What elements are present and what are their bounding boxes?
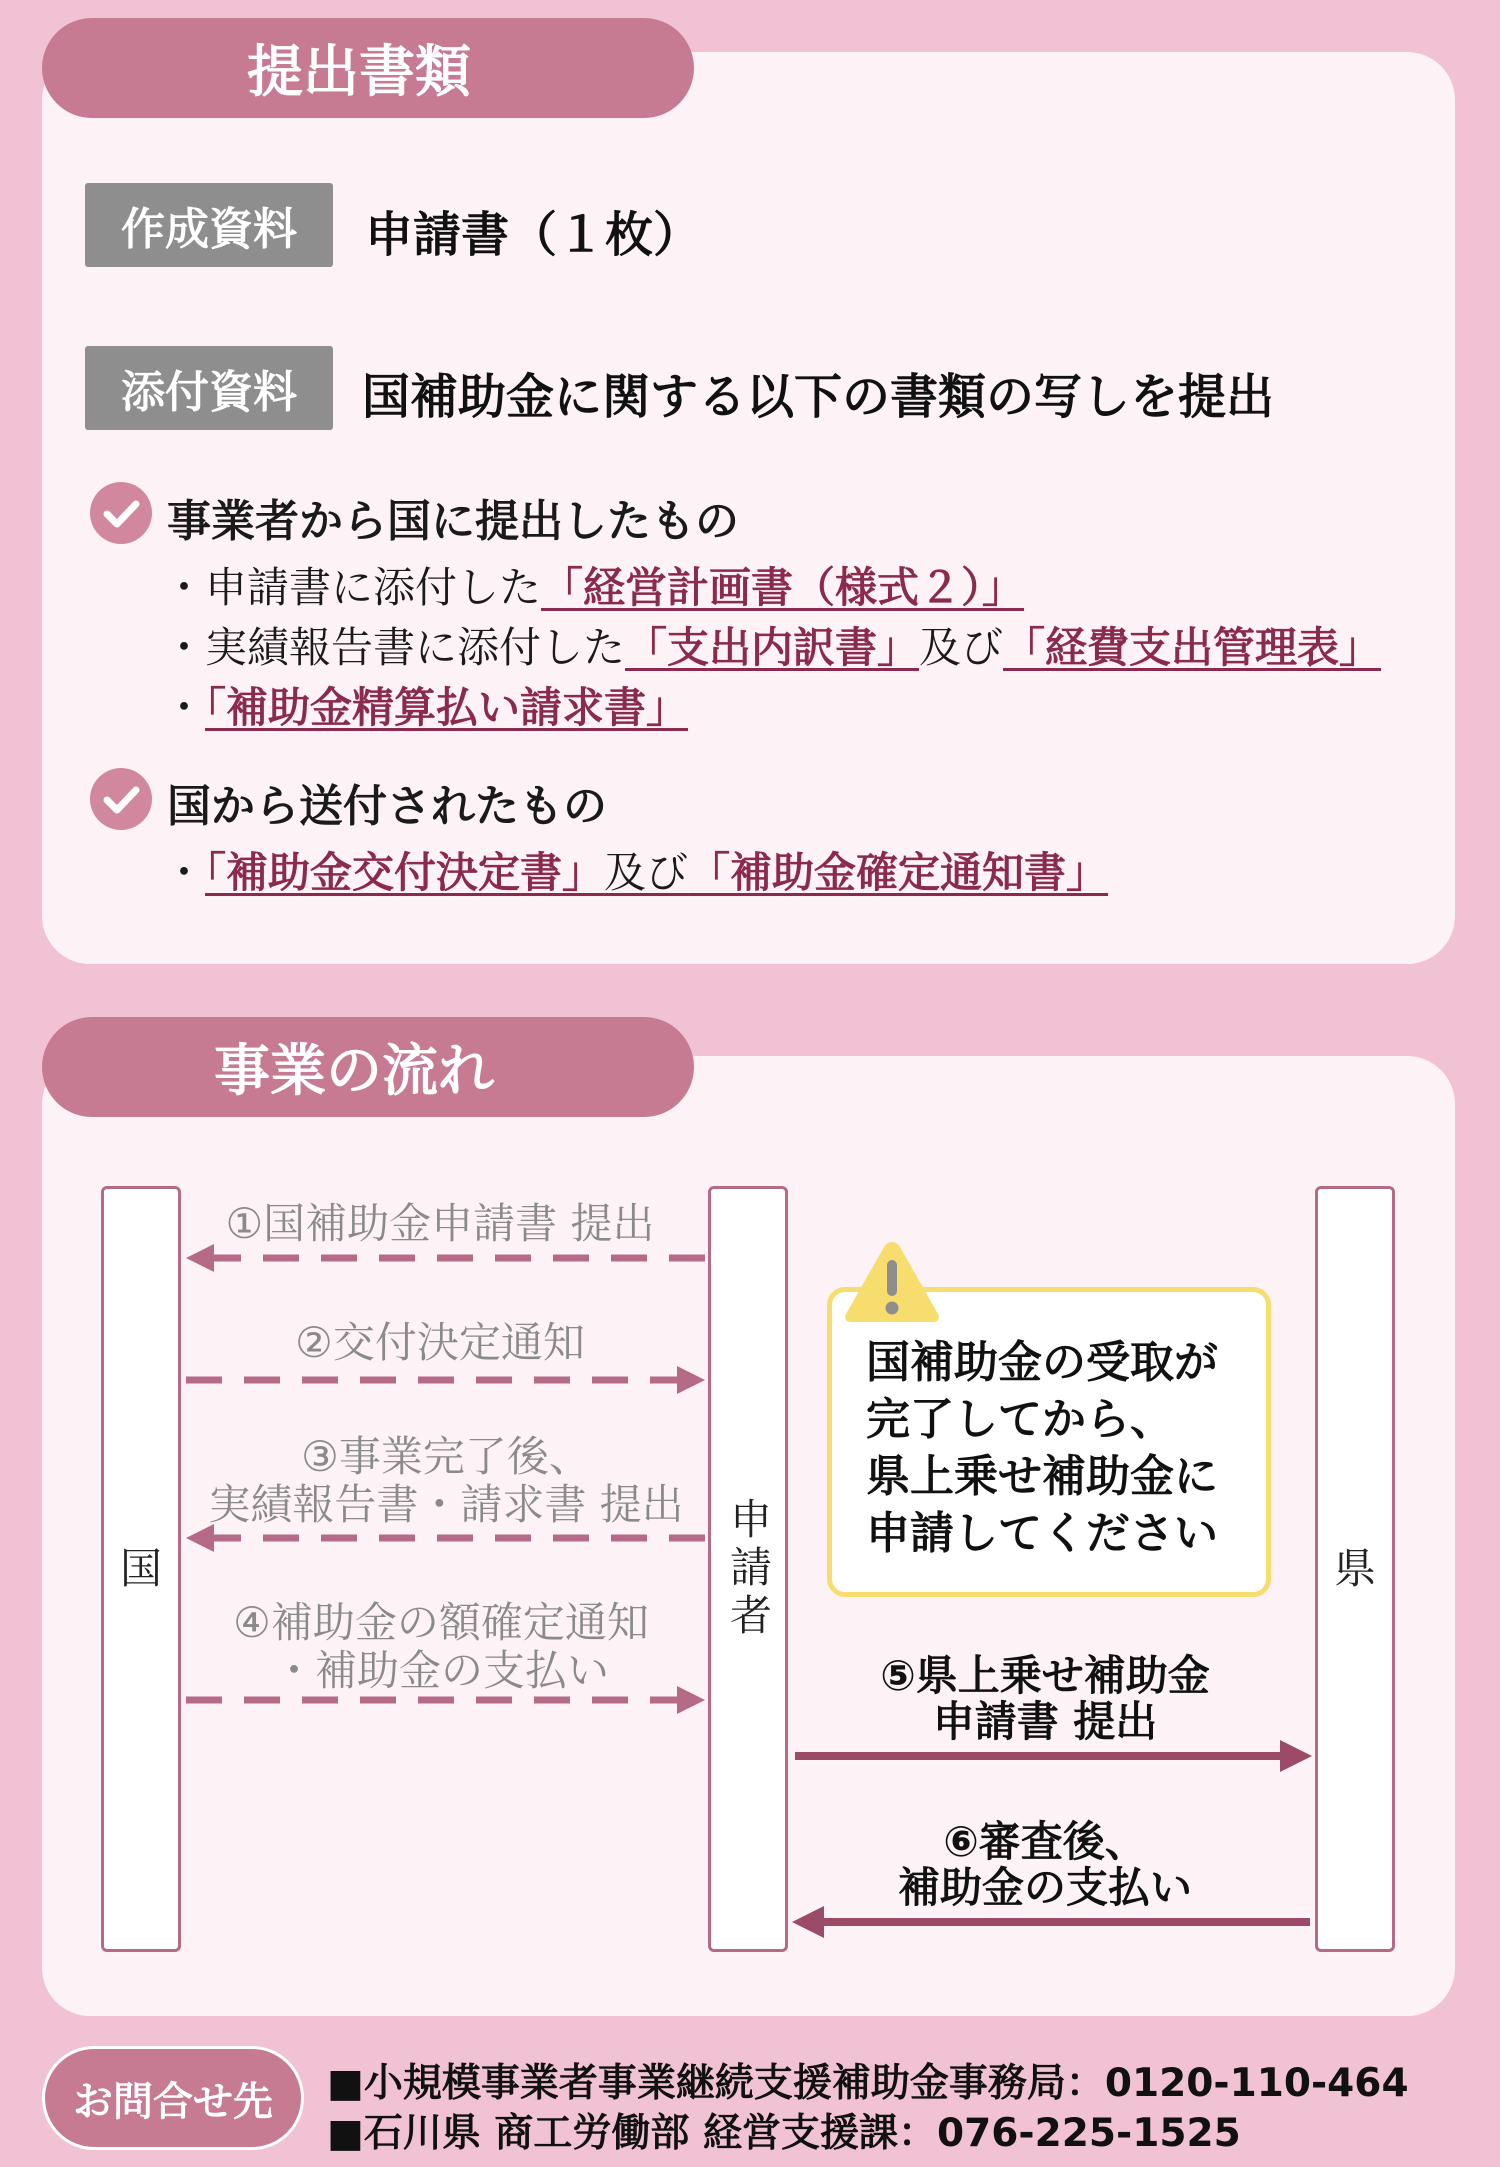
warning-icon — [842, 1238, 942, 1326]
list-item: ・実績報告書に添付した「支出内訳書」及び「経費支出管理表」 — [163, 623, 1382, 672]
list-item: ・申請書に添付した「経営計画書（様式２）」 — [163, 563, 1025, 612]
step6-label-line2: 補助金の支払い — [897, 1863, 1192, 1912]
created-docs-label: 作成資料 — [85, 183, 333, 267]
column-national-label: 国 — [119, 1544, 162, 1593]
step4-label-line2: ・補助金の支払い — [272, 1646, 609, 1695]
step5-label-line2: 申請書 提出 — [932, 1697, 1158, 1746]
section-title-documents: 提出書類 — [42, 18, 694, 118]
notice-box — [827, 1287, 1271, 1597]
section-title-flow: 事業の流れ — [42, 1017, 694, 1117]
step6-label-line1: ⑥審査後、 — [943, 1817, 1147, 1866]
attached-docs-label: 添付資料 — [85, 346, 333, 430]
contact-label: お問合せ先 — [42, 2046, 304, 2150]
step2-label: ②交付決定通知 — [295, 1318, 585, 1367]
contact-line-office: ■小規模事業者事業継続支援補助金事務局：0120-110-464 — [327, 2061, 1409, 2106]
notice-line: 申請してください — [866, 1508, 1218, 1559]
step3-label-line2: 実績報告書・請求書 提出 — [208, 1480, 684, 1529]
arrow-step2 — [186, 1366, 705, 1394]
list-item: ・「補助金交付決定書」及び「補助金確定通知書」 — [163, 848, 1109, 897]
column-applicant-label: 申請者 — [724, 1497, 773, 1641]
contact-line-prefecture: ■石川県 商工労働部 経営支援課：076-225-1525 — [327, 2111, 1241, 2156]
column-prefecture-label: 県 — [1333, 1544, 1376, 1593]
created-docs-text: 申請書（１枚） — [365, 207, 702, 263]
step4-label-line1: ④補助金の額確定通知 — [233, 1598, 649, 1647]
step1-label: ①国補助金申請書 提出 — [225, 1199, 655, 1248]
group2-heading: 国から送付されたもの — [167, 781, 607, 832]
notice-line: 完了してから、 — [866, 1394, 1174, 1445]
list-item: ・「補助金精算払い請求書」 — [163, 683, 689, 732]
notice-line: 県上乗せ補助金に — [866, 1451, 1218, 1502]
step5-label-line1: ⑤県上乗せ補助金 — [880, 1651, 1210, 1700]
step3-label-line1: ③事業完了後、 — [301, 1432, 591, 1481]
attached-docs-text: 国補助金に関する以下の書類の写しを提出 — [362, 369, 1275, 425]
group1-heading: 事業者から国に提出したもの — [167, 496, 739, 547]
notice-line: 国補助金の受取が — [866, 1337, 1218, 1388]
